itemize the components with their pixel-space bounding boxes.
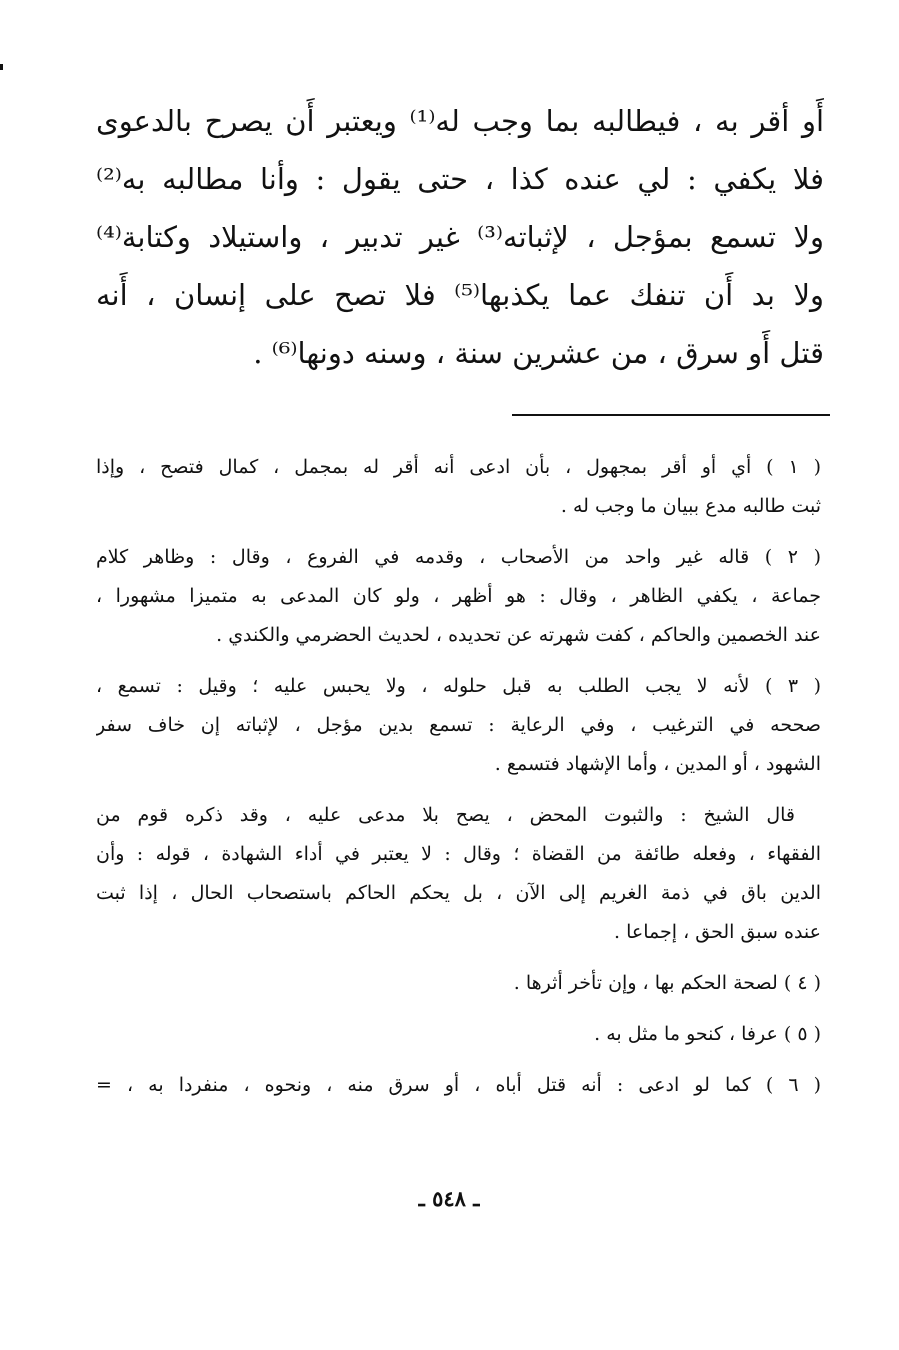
footnote-line: ( ١ ) أي أو أقر بمجهول ، بأن ادعى أنه أقر له بمجمل ، كمال فتصح ، وإذا bbox=[96, 456, 821, 478]
main-text-block bbox=[96, 92, 824, 382]
footnote-line: جماعة ، يكفي الظاهر ، وقال : هو أظهر ، ولو كان المدعى به متميزا مشهورا ، bbox=[96, 585, 821, 607]
footnote-3 bbox=[96, 667, 821, 784]
footnote-2 bbox=[96, 538, 821, 655]
footnote-line: ( ٤ ) لصحة الحكم بها ، وإن تأخر أثرها . bbox=[513, 972, 821, 994]
main-text-line: فلا يكفي : لي عنده كذا ، حتى يقول : وأنا مطالبه به⁽²⁾ bbox=[96, 162, 824, 196]
footnote-line: الدين باق في ذمة الغريم إلى الآن ، بل يحكم الحاكم باستصحاب الحال ، إذا ثبت bbox=[96, 882, 821, 904]
footnote-line: الفقهاء ، وفعله طائفة من القضاة ؛ وقال : لا يعتبر في أداء الشهادة ، قوله : وأن bbox=[96, 843, 821, 865]
footnote-5 bbox=[96, 1015, 821, 1054]
footnote-line: الشهود ، أو المدين ، وأما الإشهاد فتسمع . bbox=[494, 753, 821, 775]
footnotes-block bbox=[96, 448, 821, 1117]
main-text-line: ولا بد أَن تنفك عما يكذبها⁽⁵⁾ فلا تصح على إنسان ، أَنه bbox=[96, 278, 824, 312]
scan-mark bbox=[0, 64, 3, 70]
footnote-divider bbox=[512, 414, 830, 416]
footnote-3-continued bbox=[96, 796, 821, 952]
main-text-line: ولا تسمع بمؤجل ، لإثباته⁽³⁾ غير تدبير ، واستيلاد وكتابة⁽⁴⁾ bbox=[96, 220, 824, 254]
footnote-line: صححه في الترغيب ، وفي الرعاية : تسمع بدين مؤجل ، لإثباته إن خاف سفر bbox=[96, 714, 821, 736]
page-number: ـ ٥٤٨ ـ bbox=[418, 1186, 480, 1211]
footnote-1 bbox=[96, 448, 821, 526]
main-text-line: أَو أقر به ، فيطالبه بما وجب له⁽¹⁾ ويعتبر أَن يصرح بالدعوى bbox=[96, 104, 824, 138]
footnote-line: ( ٢ ) قاله غير واحد من الأصحاب ، وقدمه في الفروع ، وقال : وظاهر كلام bbox=[96, 546, 821, 568]
footnote-line: قال الشيخ : والثبوت المحض ، يصح بلا مدعى عليه ، وقد ذكره قوم من bbox=[96, 804, 795, 826]
footnote-4 bbox=[96, 964, 821, 1003]
footnote-line: ثبت طالبه مدع ببيان ما وجب له . bbox=[560, 495, 821, 517]
main-text-line: قتل أَو سرق ، من عشرين سنة ، وسنه دونها⁽⁶⁾ . bbox=[253, 336, 824, 370]
footnote-line: ( ٥ ) عرفا ، كنحو ما مثل به . bbox=[594, 1023, 821, 1045]
footnote-line: عند الخصمين والحاكم ، كفت شهرته عن تحديده ، لحديث الحضرمي والكندي . bbox=[216, 624, 821, 646]
footnote-line: ( ٣ ) لأنه لا يجب الطلب به قبل حلوله ، ولا يحبس عليه ؛ وقيل : تسمع ، bbox=[96, 675, 821, 697]
footnote-line: عنده سبق الحق ، إجماعا . bbox=[614, 921, 821, 943]
footnote-line: ( ٦ ) كما لو ادعى : أنه قتل أباه ، أو سرق منه ، ونحوه ، منفردا به ، = bbox=[96, 1074, 821, 1096]
footnote-6 bbox=[96, 1066, 821, 1105]
